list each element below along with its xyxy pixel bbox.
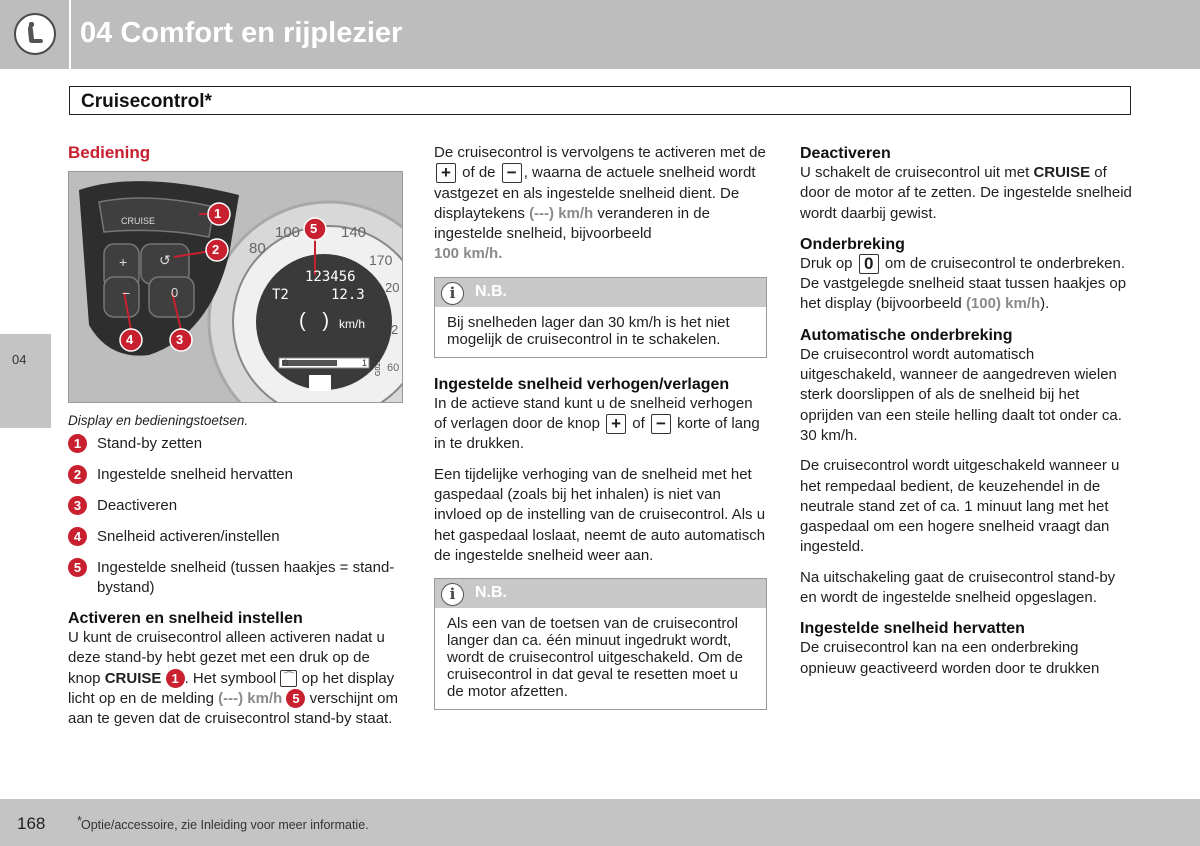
legend-item bbox=[68, 558, 403, 598]
legend-number: 5 bbox=[68, 558, 87, 577]
figure-speed-100: 100 bbox=[275, 224, 301, 241]
figure-code: G021411 bbox=[375, 347, 382, 376]
para-uitschakeling: Na uitschakeling gaat de cruisecontrol stand-by en wordt de ingestelde snelheid opgeslagen. bbox=[800, 568, 1116, 607]
page-footer bbox=[0, 799, 1200, 846]
text: Druk op bbox=[800, 254, 857, 272]
legend-item bbox=[68, 527, 403, 547]
legend-number: 1 bbox=[68, 434, 87, 453]
text: U schakelt de cruisecontrol uit met bbox=[800, 164, 1034, 181]
text: om de cruisecontrol te onderbreken. De vastgelegde snelheid staat tussen haakjes op het display (bijvoorbeeld bbox=[800, 254, 1127, 313]
figure-speed-80: 80 bbox=[249, 240, 266, 257]
para-deactiveren bbox=[800, 163, 1133, 224]
note-body: Als een van de toetsen van de cruisecontrol langer dan ca. één minuut ingedrukt wordt, wordt de cruisecontrol uitgeschakeld. Om de cruisecontrol in dat geval te resetten moet u de motor afzetten. bbox=[447, 615, 743, 701]
zero-button-icon: 0 bbox=[859, 254, 879, 274]
grey-text: 100 km/h. bbox=[434, 245, 503, 263]
figure-speed-20: 20 bbox=[385, 280, 400, 295]
subhead-deactiveren: Deactiveren bbox=[800, 145, 891, 162]
cruise-keyword: CRUISE bbox=[104, 669, 162, 687]
legend-item bbox=[68, 434, 403, 454]
plus-button-icon: + bbox=[606, 414, 626, 434]
figure-zero: 0 bbox=[171, 285, 179, 300]
figure-speed-2: 2 bbox=[391, 322, 399, 337]
chapter-side-tab bbox=[0, 334, 51, 428]
ref-number: 5 bbox=[286, 689, 305, 708]
figure-cruise-label: CRUISE bbox=[121, 216, 156, 226]
chapter-icon-area bbox=[0, 0, 71, 69]
text: U kunt de cruisecontrol alleen activeren nadat u deze stand-by hebt gezet met een druk op de knop bbox=[68, 629, 385, 687]
text: , waarna de actuele snelheid wordt vastgezet en als ingestelde snelheid dient. De displaytekens bbox=[434, 164, 756, 222]
chapter-title: 04 Comfort en rijplezier bbox=[80, 17, 403, 49]
text: De cruisecontrol is vervolgens te activeren met de bbox=[434, 144, 766, 161]
speedometer-symbol-icon: ⌒ bbox=[280, 670, 297, 687]
figure-fuel-high: 1 bbox=[362, 358, 368, 368]
note-box bbox=[434, 277, 767, 358]
figure-kmh-label: km/h bbox=[339, 317, 366, 331]
callout-3: 3 bbox=[176, 332, 184, 347]
figure-plus: + bbox=[119, 254, 128, 270]
seat-icon bbox=[14, 13, 56, 55]
ref-number: 1 bbox=[166, 669, 185, 688]
figure-caption: Display en bedieningstoetsen. bbox=[68, 413, 249, 428]
callout-1: 1 bbox=[214, 206, 222, 221]
figure-speed-60: 60 bbox=[387, 362, 400, 374]
legend-item bbox=[68, 465, 403, 485]
subhead-onderbreking: Onderbreking bbox=[800, 235, 905, 253]
callout-5: 5 bbox=[310, 221, 318, 236]
callout-4: 4 bbox=[126, 332, 134, 347]
subhead-verhogen: Ingestelde snelheid verhogen/verlagen bbox=[434, 375, 730, 393]
text: of bbox=[628, 415, 649, 433]
para-activate bbox=[434, 143, 767, 265]
subhead-hervatten: Ingestelde snelheid hervatten bbox=[800, 620, 1025, 638]
cruise-control-figure bbox=[68, 171, 403, 403]
subhead-activeren: Activeren en snelheid instellen bbox=[68, 610, 303, 627]
text: verschijnt om aan te geven dat de cruisecontrol stand-by staat. bbox=[68, 689, 398, 728]
text: of door de motor af te zetten. De ingestelde snelheid wordt daarbij gewist. bbox=[800, 164, 1132, 222]
para-hervatten: De cruisecontrol kan na een onderbreking opnieuw geactiveerd worden door te drukken bbox=[800, 639, 1100, 677]
note-title: N.B. bbox=[475, 282, 507, 300]
section-title-box bbox=[69, 86, 1131, 115]
note-box bbox=[434, 578, 767, 710]
subhead-automatische: Automatische onderbreking bbox=[800, 326, 1013, 344]
text: korte of lang in te drukken. bbox=[434, 415, 760, 453]
callout-2: 2 bbox=[212, 242, 220, 257]
figure-odometer: 123456 bbox=[305, 269, 356, 285]
legend-text: Stand-by zetten bbox=[97, 435, 203, 452]
note-title: N.B. bbox=[475, 584, 507, 602]
column-1 bbox=[68, 143, 403, 739]
column-2 bbox=[434, 143, 767, 728]
plus-button-icon: + bbox=[436, 163, 456, 183]
section-title: Cruisecontrol* bbox=[81, 91, 212, 112]
side-tab-label: 04 bbox=[12, 352, 27, 367]
grey-text: (---) km/h bbox=[218, 689, 283, 707]
legend-text: Ingestelde snelheid hervatten bbox=[97, 466, 293, 483]
footer-note-bar bbox=[69, 799, 1200, 846]
text: . Het symbool bbox=[184, 669, 281, 687]
text: op het display licht op en de melding bbox=[68, 669, 395, 707]
legend-item bbox=[68, 496, 403, 516]
figure-speed-140: 140 bbox=[341, 224, 367, 241]
legend-text: Deactiveren bbox=[97, 497, 178, 514]
grey-text: (---) km/h bbox=[529, 204, 594, 222]
figure-minus: − bbox=[122, 285, 131, 301]
legend-text: Snelheid activeren/instellen bbox=[97, 528, 280, 545]
info-icon: i bbox=[441, 583, 464, 606]
minus-button-icon: − bbox=[502, 163, 522, 183]
page-number: 168 bbox=[17, 814, 46, 833]
note-header bbox=[435, 579, 766, 608]
para-activeren bbox=[68, 628, 403, 729]
info-icon: i bbox=[441, 282, 464, 305]
page-number-box bbox=[0, 799, 69, 846]
footer-star: * bbox=[77, 813, 83, 828]
heading-bediening: Bediening bbox=[68, 143, 151, 162]
text: In de actieve stand kunt u de snelheid verhogen of verlagen door de knop bbox=[434, 394, 753, 433]
figure-trip-label: T2 bbox=[272, 287, 289, 303]
para-uitgeschakeld: De cruisecontrol wordt uitgeschakeld wanneer u het rempedaal bedient, de keuzehendel in de neutrale stand zet of ca. 1 minuut lang met het gaspedaal om een hogere snelheid vraagt dan ingesteld. bbox=[800, 457, 1120, 556]
legend-number: 3 bbox=[68, 496, 87, 515]
text: ). bbox=[1040, 295, 1050, 313]
minus-button-icon: − bbox=[651, 414, 671, 434]
note-body: Bij snelheden lager dan 30 km/h is het niet mogelijk de cruisecontrol in te schakelen. bbox=[447, 313, 730, 348]
legend-number: 4 bbox=[68, 527, 87, 546]
para-gaspedaal: Een tijdelijke verhoging van de snelheid met het gaspedaal (zoals bij het inhalen) is niet van invloed op de instelling van de cruisecontrol. Als u het gaspedaal loslaat, neemt de auto automatisch de ingestelde snelheid weer aan. bbox=[434, 465, 766, 564]
column-3 bbox=[800, 143, 1133, 689]
para-verhogen bbox=[434, 394, 767, 455]
footer-note: Optie/accessoire, zie Inleiding voor meer informatie. bbox=[81, 818, 369, 832]
chapter-header bbox=[0, 0, 1200, 69]
text: veranderen in de ingestelde snelheid, bijvoorbeeld bbox=[434, 204, 710, 243]
cruise-keyword: CRUISE bbox=[1033, 164, 1091, 181]
text: of de bbox=[458, 164, 500, 182]
legend-number: 2 bbox=[68, 465, 87, 484]
figure-speed-bracket: ( ) bbox=[299, 310, 329, 332]
figure-fuel-low: 0 bbox=[283, 358, 289, 368]
note-header bbox=[435, 278, 766, 307]
figure-speed-170: 170 bbox=[369, 252, 393, 268]
figure-trip-value: 12.3 bbox=[331, 287, 365, 303]
figure-resume-icon: ↺ bbox=[159, 252, 171, 268]
legend-text: Ingestelde snelheid (tussen haakjes = stand-bystand) bbox=[97, 559, 395, 596]
para-automatische: De cruisecontrol wordt automatisch uitgeschakeld, wanneer de aangedreven wielen sterk doorslippen of als de snelheid bij het oprijden van een steile helling daalt tot onder ca. 30 km/h. bbox=[800, 345, 1122, 444]
grey-text: (100) km/h bbox=[965, 295, 1041, 313]
para-onderbreking bbox=[800, 254, 1133, 315]
